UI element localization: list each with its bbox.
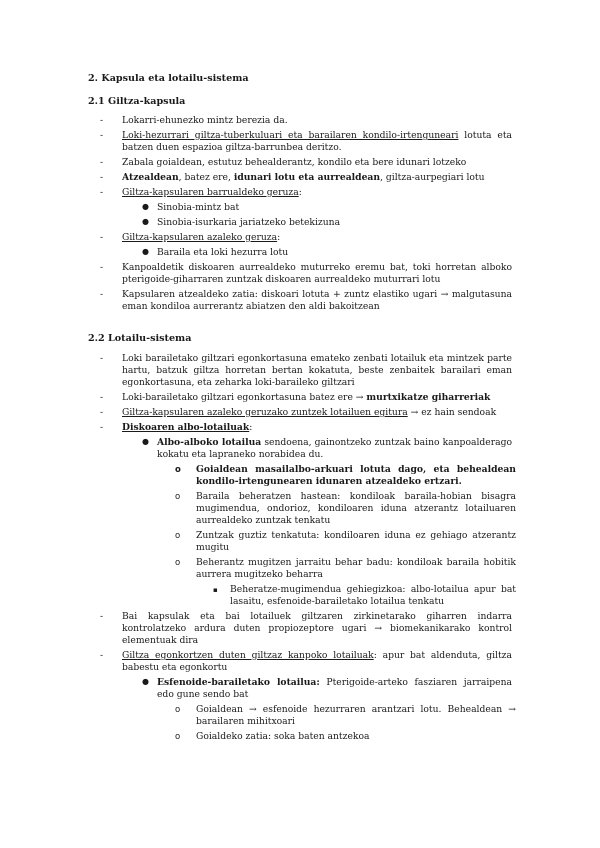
sub-sub-list-item: o Goialdean → esfenoide hezurraren arantzari lotu. Behealdean → barailaren mihitxoari — [196, 704, 516, 728]
sub-list-item: ● Albo-alboko lotailua sendoena, gainontzeko zuntzak baino kanpoalderago kokatu eta lapraneko norabidea du. — [157, 437, 512, 461]
sub-list-item: ● Esfenoide-barailetako lotailua: Pterigoide-arteko fasziaren jarraipena edo gune sendo bat — [157, 677, 512, 701]
sub-sub-list-item: o Goialdeko zatia: soka baten antzekoa — [196, 731, 516, 743]
sub-sub-list-item: o Beherantz mugitzen jarraitu behar badu: kondiloak baraila hobitik aurrera mugitzeko beharra — [196, 557, 516, 581]
sub-list-item: ● Sinobia-mintz bat — [157, 202, 512, 214]
subsection-heading: 2.2 Lotailu-sistema — [88, 333, 192, 344]
list-item: - Atzealdean, batez ere, idunari lotu eta aurrealdean, giltza-aurpegiari lotu — [122, 172, 512, 184]
list-item: - Giltza-kapsularen barrualdeko geruza: — [122, 187, 512, 199]
list-item: - Lokarri-ehunezko mintz berezia da. — [122, 115, 512, 127]
list-item: - Loki-barailetako giltzari egonkortasuna batez ere → murtxikatze giharreriak — [122, 392, 512, 404]
section-heading: 2. Kapsula eta lotailu-sistema — [88, 73, 249, 84]
sub-sub-list-item: o Zuntzak guztiz tenkatuta: kondiloaren iduna ez gehiago atzerantz mugitu — [196, 530, 516, 554]
list-item: - Bai kapsulak eta bai lotailuek giltzaren zirkinetarako giharren indarra kontrolatzeko ardura duten propiozeptore ugari → biomekanikarako kontrol elementuak dira — [122, 611, 512, 647]
list-item: - Kanpoaldetik diskoaren aurrealdeko muturreko eremu bat, toki horretan alboko pterigoide-giharraren zuntzak diskoaren aurrealdeko muturrari lotu — [122, 262, 512, 286]
list-item: - Loki barailetako giltzari egonkortasuna emateko zenbati lotailuk eta mintzek parte hartu, batzuk giltza horretan bertan kokatuta, beste zenbaitek barailari eman egonkortasuna, eta zeharka loki-baraileko giltzari — [122, 353, 512, 389]
deep-list-item: ▪ Beheratze-mugimendua gehiegizkoa: albo-lotailua apur bat lasaitu, esfenoide-barailetako lotailua tenkatu — [230, 584, 516, 608]
sub-list-item: ● Baraila eta loki hezurra lotu — [157, 247, 512, 259]
list-item: - Giltza-kapsularen azaleko geruza: — [122, 232, 512, 244]
sub-sub-list-item: o Goialdean masailalbo-arkuari lotuta dago, eta behealdean kondilo-irtengunearen idunaren atzealdeko ertzari. — [196, 464, 516, 488]
lotailu-list — [0, 353, 600, 743]
list-item: - Loki-hezurrari giltza-tuberkuluari eta barailaren kondilo-irtenguneari lotuta eta batzen duen espazioa giltza-barrunbea deritzo. — [122, 130, 512, 154]
list-item: - Giltza-kapsularen azaleko geruzako zuntzek lotailuen egitura → ez hain sendoak — [122, 407, 512, 419]
kapsula-list — [0, 115, 600, 313]
sub-sub-list-item: o Baraila beheratzen hastean: kondiloak baraila-hobian bisagra mugimendua, ondorioz, kondiloaren iduna atzerantz lotailuaren aurrealdeko zuntzak tenkatu — [196, 491, 516, 527]
list-item: - Kapsularen atzealdeko zatia: diskoari lotuta + zuntz elastiko ugari → malgutasuna eman kondiloa aurrerantz abiatzen den aldi bakoitzean — [122, 289, 512, 313]
list-item: - Zabala goialdean, estutuz behealderantz, kondilo eta bere idunari lotzeko — [122, 157, 512, 169]
list-item: - Giltza egonkortzen duten giltzaz kanpoko lotailuak: apur bat aldenduta, giltza babestu eta egonkortu — [122, 650, 512, 674]
list-item: - Diskoaren albo-lotailuak: — [122, 422, 512, 434]
sub-list-item: ● Sinobia-isurkaria jariatzeko betekizuna — [157, 217, 512, 229]
subsection-heading: 2.1 Giltza-kapsula — [88, 96, 186, 107]
